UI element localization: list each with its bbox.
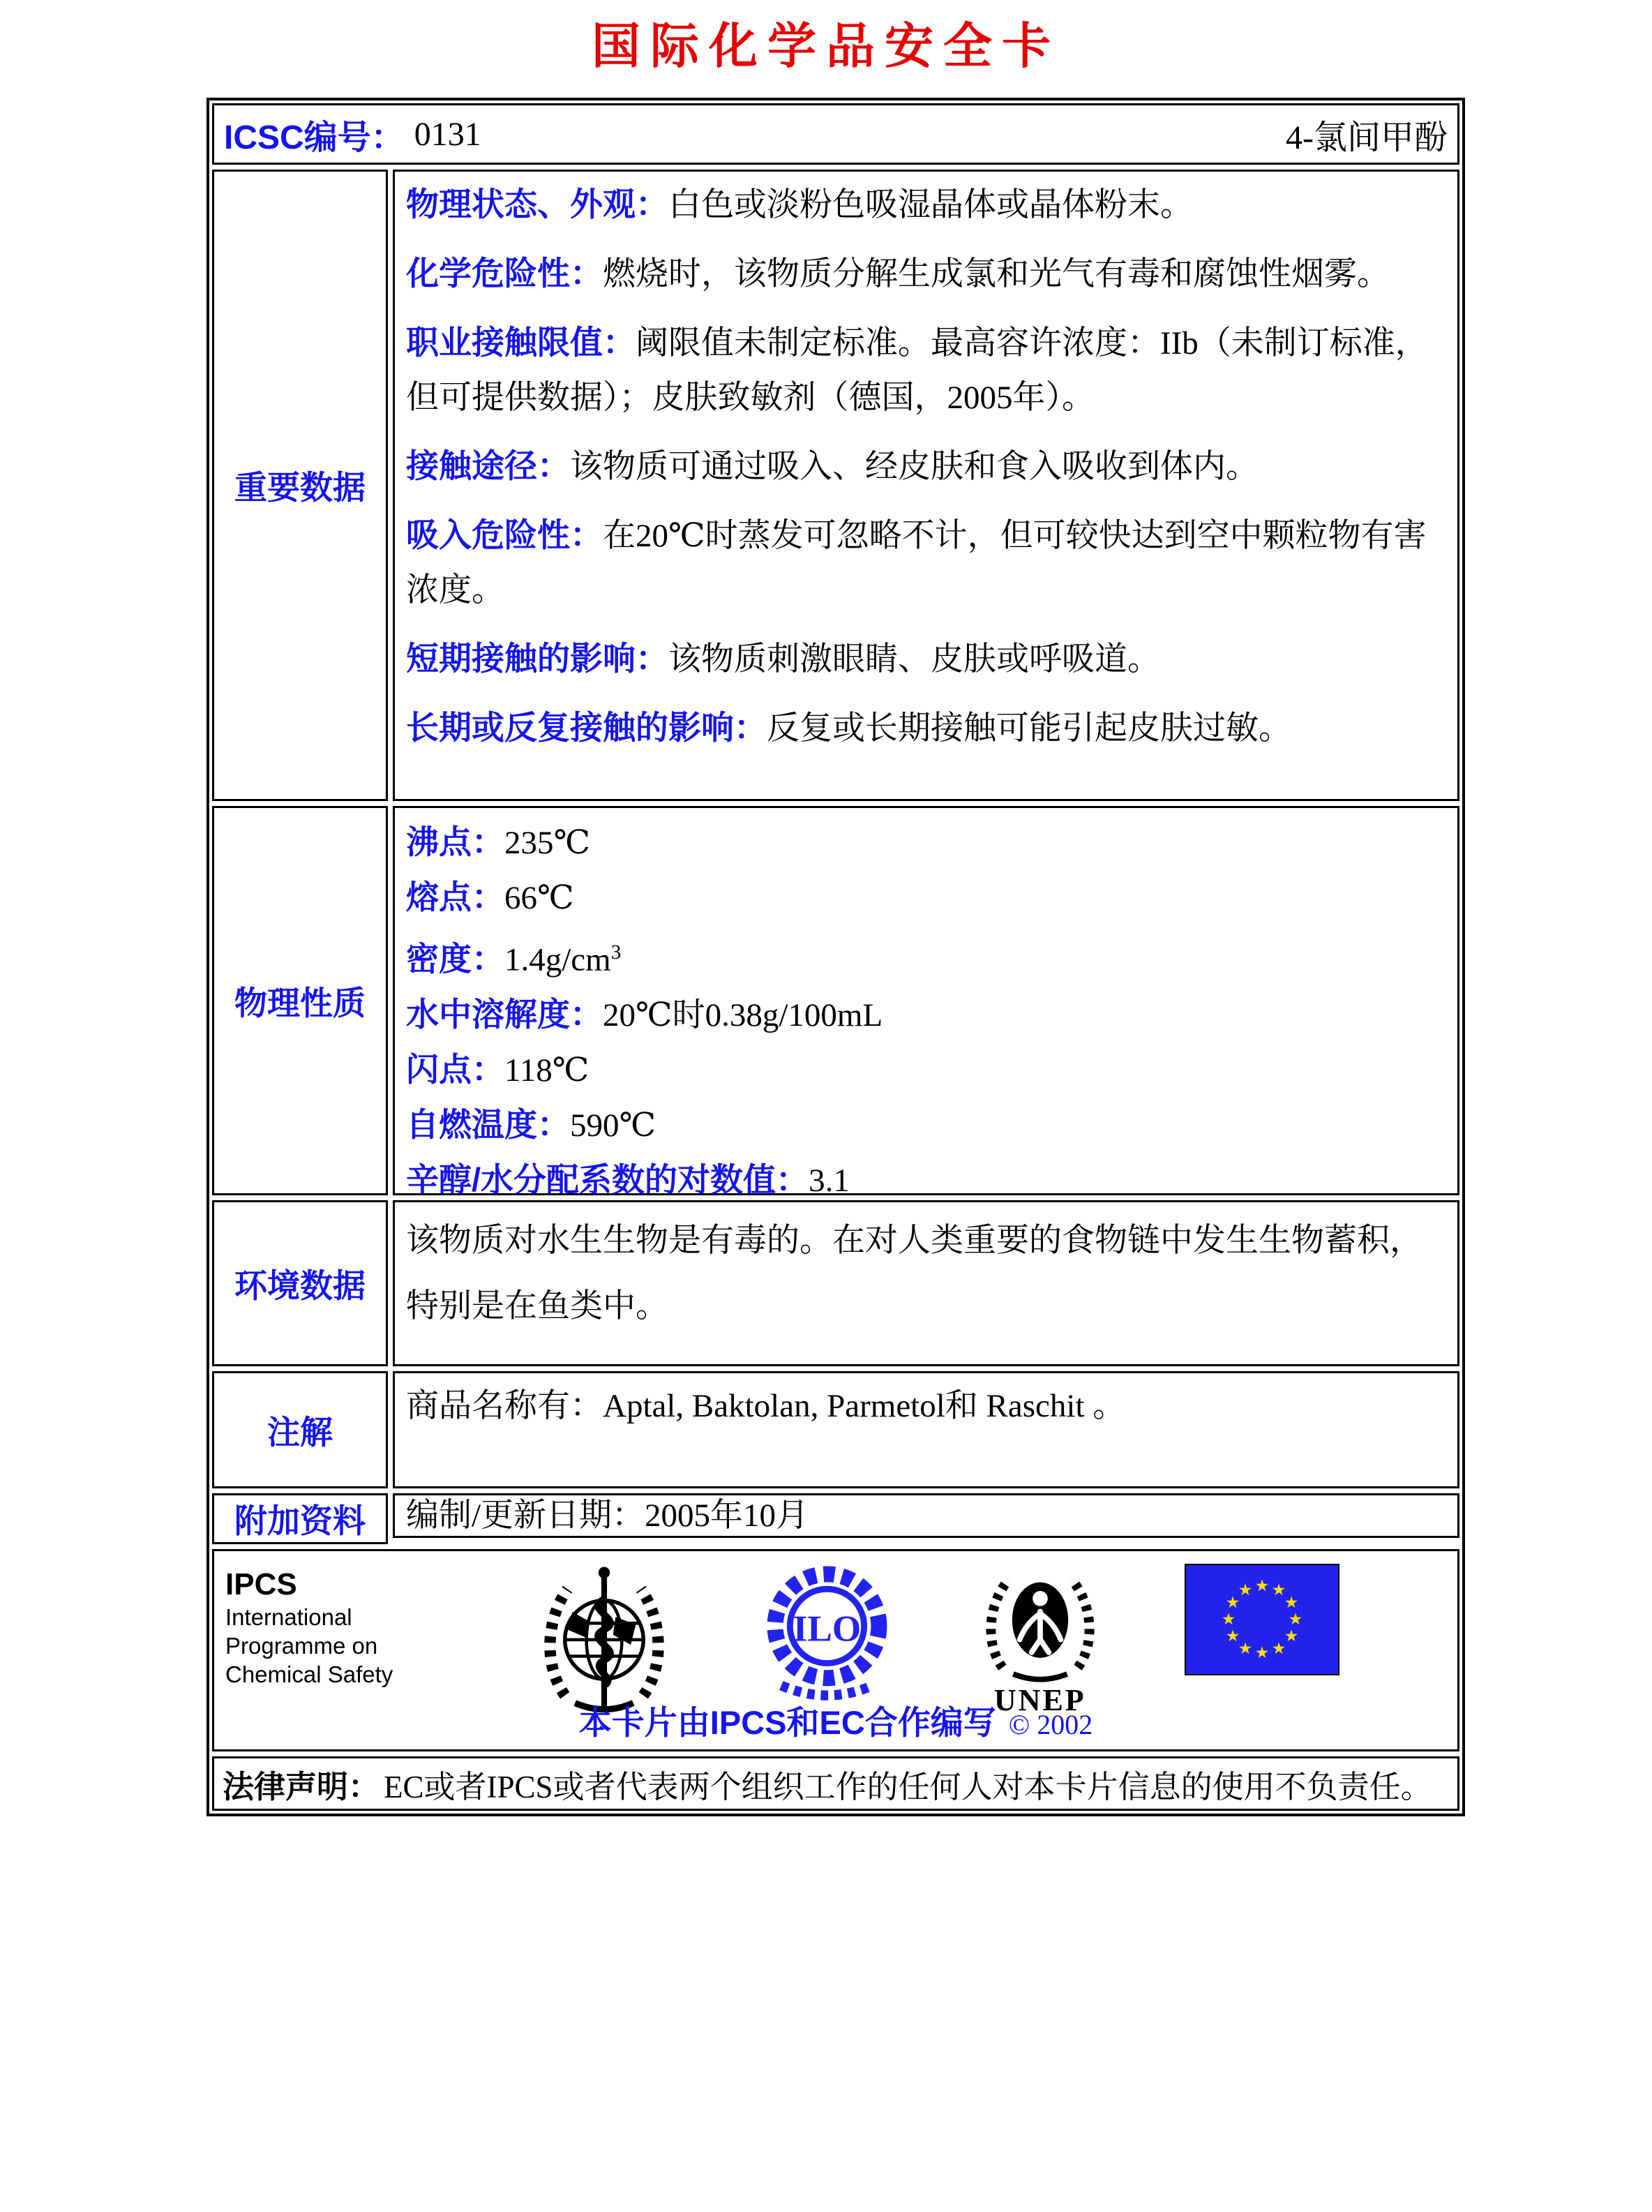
important-item: 吸入危险性：在20℃时蒸发可忽略不计，但可较快达到空中颗粒物有害浓度。 — [406, 516, 1427, 608]
important-item: 职业接触限值：阈限值未制定标准。最高容许浓度：IIb（未制订标准，但可提供数据）；皮肤致敏剂（德国，2005年）。 — [406, 324, 1428, 416]
physical-item: 熔点：66℃ — [406, 879, 574, 916]
ilo-letters: ILO — [793, 1608, 862, 1650]
physical-item: 闪点：118℃ — [406, 1050, 590, 1089]
ipcs-full-name: International Programme on Chemical Safety — [225, 1604, 393, 1687]
section-label-text: 环境数据 — [234, 1266, 366, 1304]
section-label-text: 附加资料 — [234, 1502, 366, 1539]
section-label-text: 重要数据 — [234, 469, 366, 506]
section-physical-label — [212, 806, 388, 1195]
section-notes-label — [212, 1371, 388, 1488]
ilo-logo-icon — [759, 1564, 895, 1703]
environment-text: 该物质对水生生物是有毒的。在对人类重要的食物链中发生生物蓄积，特别是在鱼类中。 — [406, 1223, 1422, 1324]
important-item: 长期或反复接触的影响：反复或长期接触可能引起皮肤过敏。 — [406, 709, 1291, 747]
legal-label: 法律声明： — [223, 1768, 380, 1804]
svg-text:★: ★ — [1255, 1577, 1270, 1595]
section-important-label — [212, 170, 388, 801]
icsc-number-label: ICSC编号： — [224, 119, 405, 156]
physical-item: 沸点：235℃ — [406, 823, 591, 861]
credit-text: 本卡片由IPCS和EC合作编写 — [578, 1704, 996, 1741]
important-item: 短期接触的影响：该物质刺激眼睛、皮肤或呼吸道。 — [406, 640, 1160, 678]
svg-text:★: ★ — [1284, 1627, 1299, 1645]
ipcs-acronym: IPCS — [225, 1567, 297, 1601]
section-physical — [212, 806, 1459, 1199]
section-physical-content — [393, 806, 1459, 1199]
physical-item: 水中溶解度：20℃时0.38g/100mL — [406, 995, 883, 1033]
page-title: 国际化学品安全卡 — [592, 20, 1060, 74]
unep-icon — [981, 1564, 1099, 1689]
eu-flag-icon — [1185, 1564, 1339, 1675]
section-environment-content — [393, 1200, 1459, 1366]
chemical-name: 4-氯间甲酚 — [1286, 119, 1448, 156]
svg-text:★: ★ — [1238, 1640, 1253, 1658]
section-additional-content — [393, 1493, 1459, 1538]
icsc-number-group — [224, 110, 481, 158]
section-additional — [212, 1493, 1459, 1544]
credit-line — [214, 1697, 1457, 1744]
svg-text:★: ★ — [1272, 1640, 1286, 1658]
section-important-content — [393, 170, 1459, 801]
svg-text:★: ★ — [1255, 1644, 1270, 1662]
svg-text:★: ★ — [1226, 1594, 1240, 1612]
section-notes — [212, 1371, 1459, 1488]
svg-text:★: ★ — [1222, 1611, 1236, 1629]
svg-text:★: ★ — [1238, 1581, 1253, 1599]
svg-text:★: ★ — [1272, 1581, 1286, 1599]
copyright-text: © 2002 — [1008, 1709, 1093, 1740]
icsc-card — [206, 98, 1465, 1816]
legal-text: EC或者IPCS或者代表两个组织工作的任何人对本卡片信息的使用不负责任。 — [384, 1769, 1432, 1804]
section-label-text: 物理性质 — [234, 984, 366, 1022]
notes-text: 商品名称有：Aptal, Baktolan, Parmetol和 Raschit 。 — [406, 1388, 1126, 1424]
physical-item: 密度：$1.4g/cm^3$ — [406, 940, 622, 978]
footer-row — [212, 1549, 1459, 1751]
svg-text:★: ★ — [1284, 1594, 1299, 1612]
important-item: 接触途径：该物质可通过吸入、经皮肤和食入吸收到体内。 — [406, 447, 1259, 485]
svg-text:★: ★ — [1289, 1611, 1303, 1629]
important-item: 物理状态、外观：白色或淡粉色吸湿晶体或晶体粉末。 — [406, 186, 1193, 223]
ilo-icon — [759, 1564, 895, 1703]
unep-logo-block — [981, 1564, 1099, 1718]
eu-flag — [1185, 1564, 1339, 1675]
legal-row — [212, 1756, 1459, 1811]
section-environment-label — [212, 1200, 388, 1366]
density-superscript: 3 — [610, 941, 622, 964]
unep-label: UNEP — [993, 1683, 1086, 1717]
additional-text: 编制/更新日期：2005年10月 — [406, 1497, 809, 1534]
physical-item: 辛醇/水分配系数的对数值：3.1 — [406, 1160, 850, 1199]
section-environment — [212, 1200, 1459, 1366]
icsc-number-value: 0131 — [414, 115, 481, 153]
important-item: 化学危险性：燃烧时，该物质分解生成氯和光气有毒和腐蚀性烟雾。 — [406, 255, 1390, 292]
svg-text:★: ★ — [1226, 1627, 1240, 1645]
physical-item: 自燃温度：590℃ — [406, 1105, 656, 1144]
legal-cell — [212, 1756, 1459, 1811]
section-additional-label — [212, 1493, 388, 1544]
header-row — [212, 103, 1459, 165]
header-cell — [212, 103, 1459, 165]
footer-cell — [212, 1549, 1459, 1751]
section-important — [212, 170, 1459, 801]
section-label-text: 注解 — [267, 1413, 333, 1451]
section-notes-content — [393, 1371, 1459, 1488]
